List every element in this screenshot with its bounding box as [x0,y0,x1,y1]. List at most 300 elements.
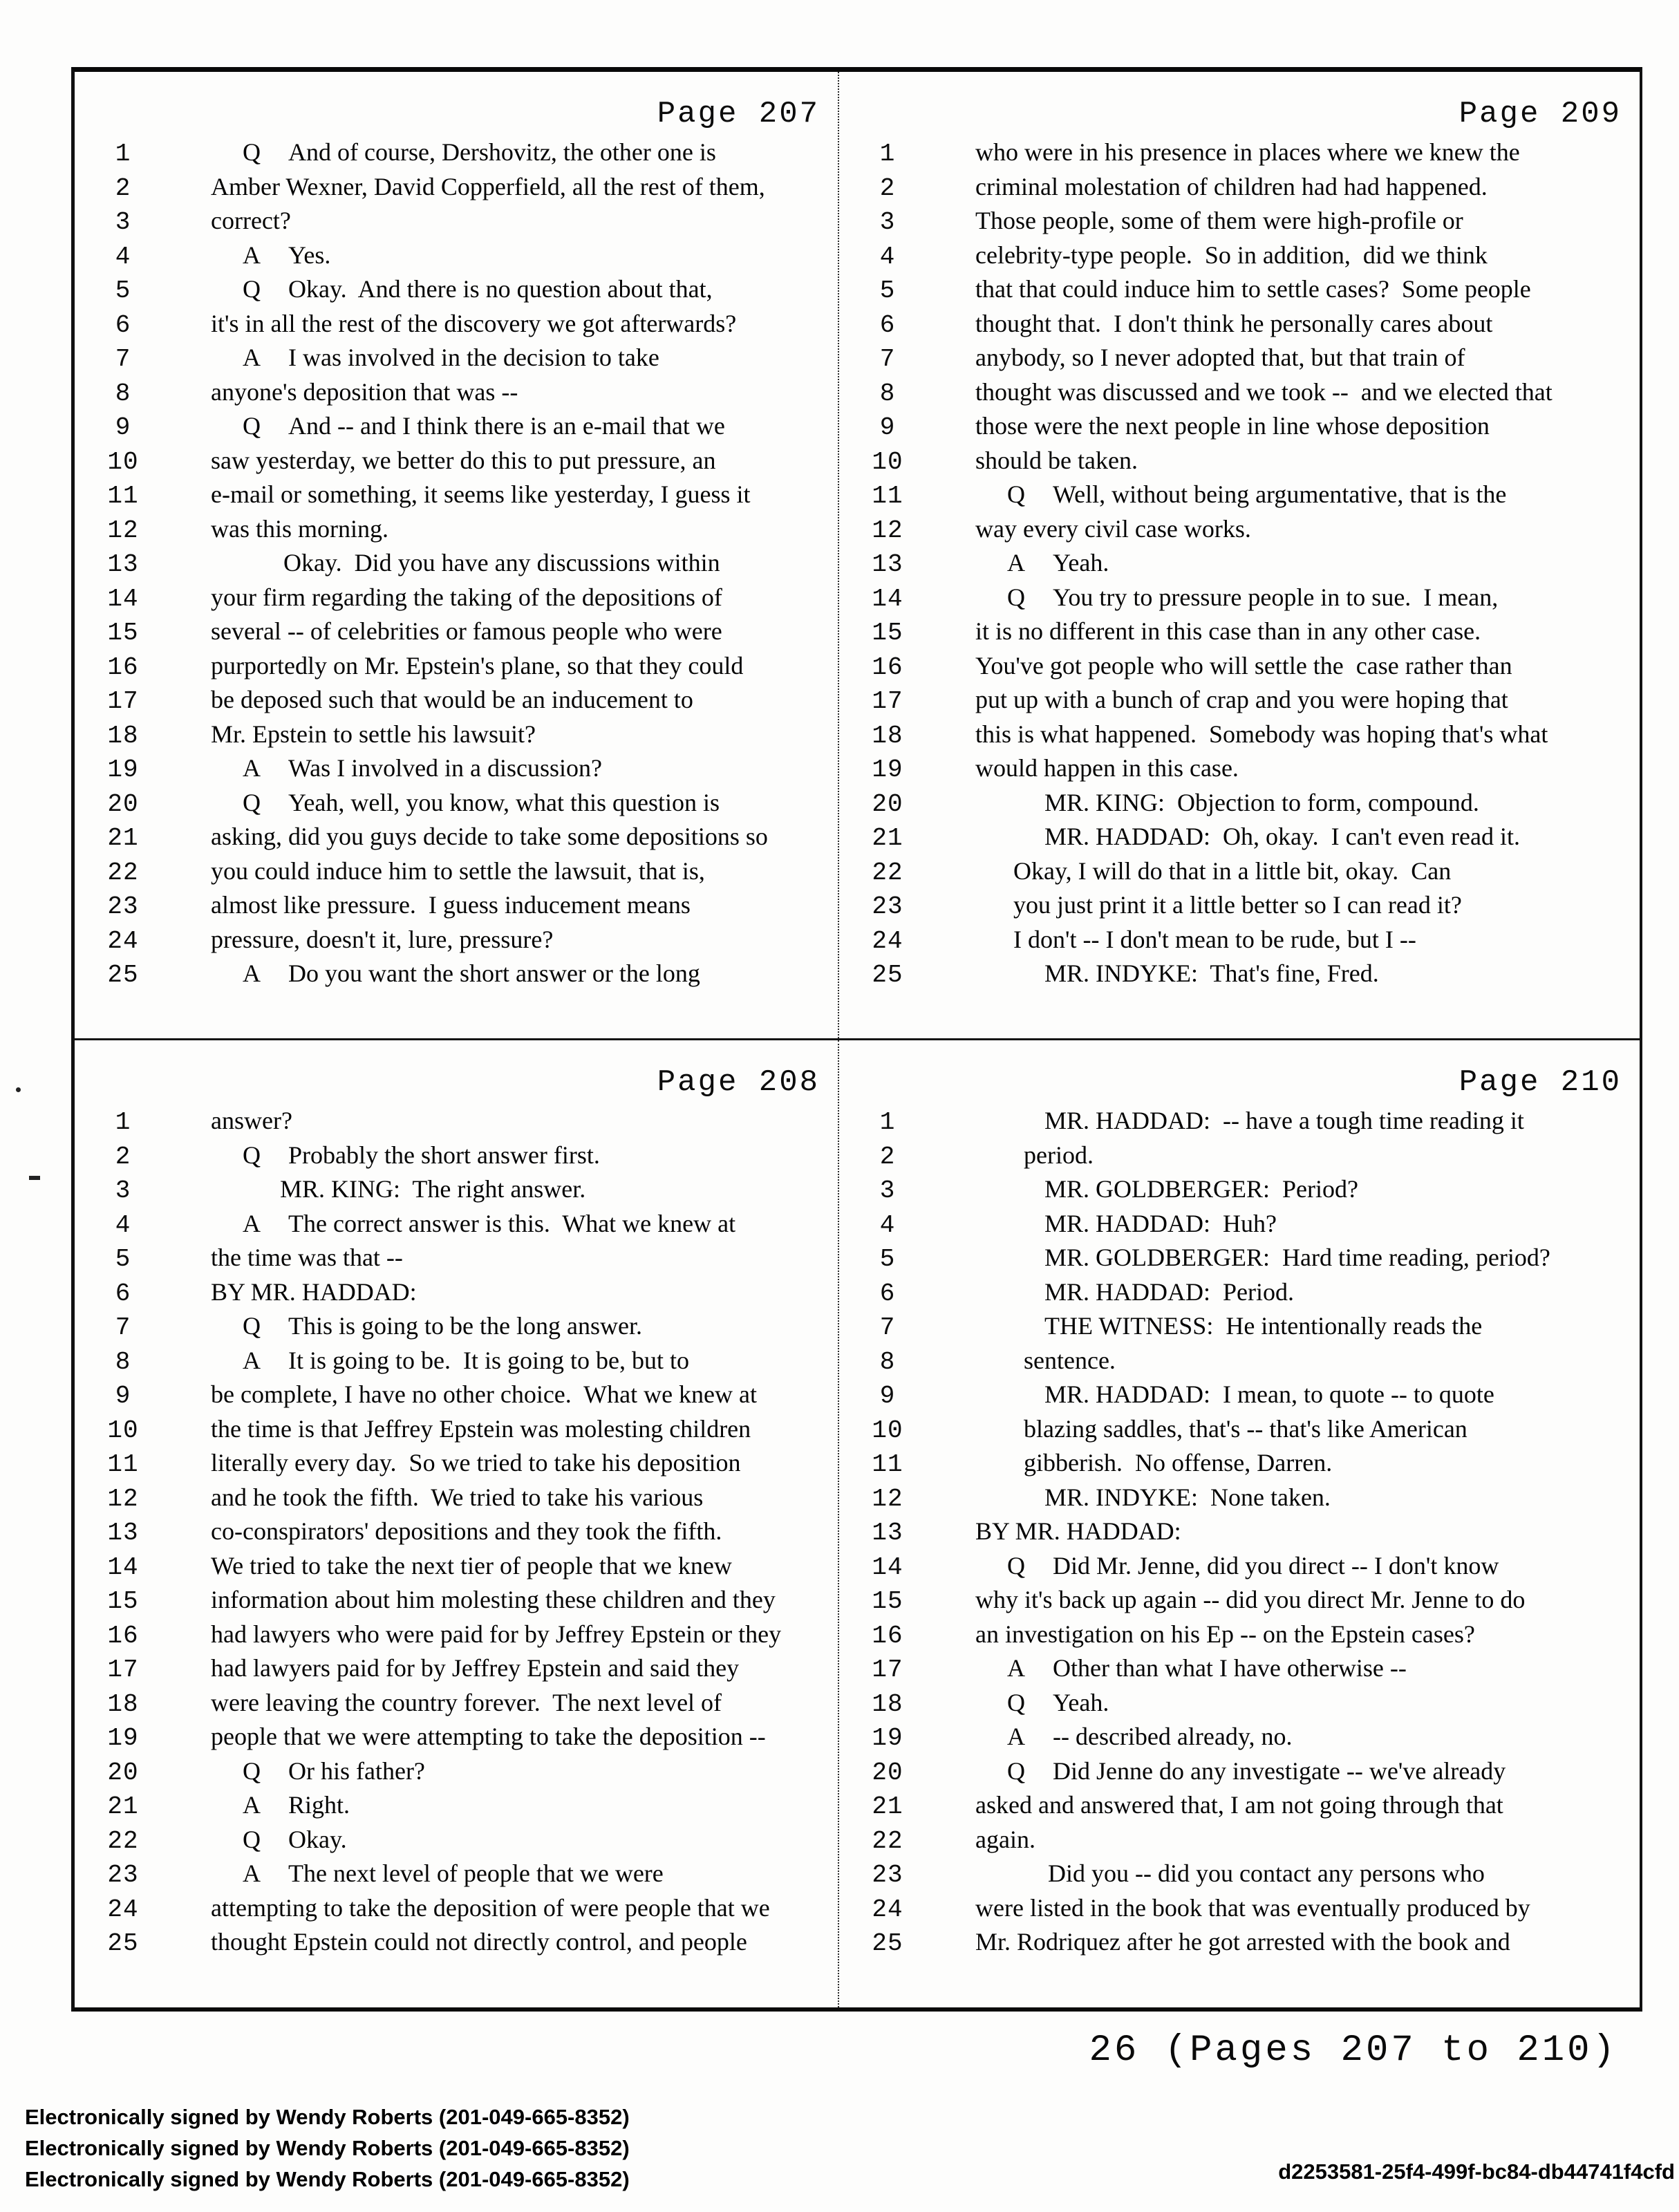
transcript-line [75,1549,838,1584]
line-body [211,1891,770,1926]
line-body [975,1446,1332,1481]
line-number: 16 [107,1621,139,1650]
line-number: 16 [872,1621,903,1650]
transcript-line [839,1344,1640,1378]
line-body [975,204,1463,238]
transcript-line [839,1754,1640,1789]
line-text: should be taken. [975,446,1138,474]
line-number: 13 [107,550,139,579]
document-id: d2253581-25f4-499f-bc84-db44741f4cfd [1278,2159,1675,2184]
line-text: period. [1024,1141,1094,1169]
qa-label: Q [1007,1688,1025,1716]
transcript-line [75,1241,838,1275]
line-number: 15 [107,619,139,647]
transcript-line [75,923,838,957]
line-number: 21 [872,1792,903,1821]
transcript-lines [75,1104,838,1960]
line-text: Yeah, well, you know, what this question is [288,788,720,816]
line-text: way every civil case works. [975,514,1251,543]
line-text: several -- of celebrities or famous people who were [211,617,722,645]
line-number: 9 [879,413,896,442]
line-body [975,1138,1094,1173]
line-number: 12 [107,516,139,545]
transcript-line [839,718,1640,752]
line-text: I don't -- I don't mean to be rude, but I -- [1013,925,1416,953]
line-number: 7 [879,345,896,373]
line-number: 6 [879,310,896,339]
line-number: 14 [107,1553,139,1582]
line-text: be complete, I have no other choice. What we knew at [211,1380,758,1408]
line-text: information about him molesting these children and they [211,1586,776,1613]
transcript-line [839,1788,1640,1823]
line-body [975,1720,1293,1754]
line-body [975,1618,1475,1652]
line-number: 16 [872,653,903,682]
line-text: the time is that Jeffrey Epstein was molesting children [211,1414,751,1443]
line-body [975,1891,1530,1926]
signature-line: Electronically signed by Wendy Roberts (201-049-665-8352) [25,2105,630,2129]
line-body [211,957,700,991]
line-text: purportedly on Mr. Epstein's plane, so that they could [211,651,744,679]
qa-label: A [243,754,261,782]
line-body [975,1857,1485,1891]
line-text: Okay. [288,1825,347,1853]
line-number: 3 [879,1177,896,1205]
line-number: 17 [872,687,903,715]
qa-label: A [243,1791,261,1819]
transcript-line [839,615,1640,649]
line-number: 21 [107,1792,139,1821]
transcript-line [75,1823,838,1857]
line-number: 15 [872,619,903,647]
line-text: an investigation on his Ep -- on the Epstein cases? [975,1620,1475,1648]
transcript-line [75,409,838,444]
transcript-line [75,1446,838,1481]
line-text: why it's back up again -- did you direct Mr. Jenne to do [975,1586,1526,1613]
line-body [975,1515,1181,1549]
line-number: 2 [879,1142,896,1171]
line-text: gibberish. No offense, Darren. [1024,1449,1333,1477]
line-text: Amber Wexner, David Copperfield, all the rest of them, [211,172,765,200]
line-text: Or his father? [288,1756,425,1785]
line-body [211,512,388,547]
line-body [211,649,743,684]
line-body [975,854,1451,889]
transcript-line [75,820,838,854]
transcript-line [839,1686,1640,1721]
line-text: Yeah. [1053,549,1109,577]
line-text: criminal molestation of children had had happened. [975,172,1488,200]
page-header: Page 207 [657,97,820,131]
transcript-line [75,307,838,341]
transcript-line [839,923,1640,957]
line-body [211,1344,689,1378]
line-body [211,1378,757,1412]
qa-label: Q [243,1756,261,1785]
line-body [975,409,1490,444]
line-number: 21 [872,824,903,852]
line-body [975,1651,1407,1686]
transcript-line [75,478,838,512]
line-number: 15 [872,1587,903,1615]
line-number: 21 [107,824,139,852]
line-number: 8 [879,379,896,408]
transcript-line [75,444,838,478]
transcript-line [839,957,1640,991]
transcript-line [75,375,838,410]
line-body [211,1857,664,1891]
transcript-line [839,444,1640,478]
line-text: were leaving the country forever. The next level of [211,1688,722,1716]
line-text: who were in his presence in places where we knew the [975,138,1520,166]
line-number: 10 [872,447,903,476]
transcript-line [75,1344,838,1378]
line-number: 3 [879,208,896,236]
line-text: Those people, some of them were high-profile or [975,207,1463,234]
line-text: pressure, doesn't it, lure, pressure? [211,925,554,953]
panel-page-207 [75,72,839,1038]
transcript-line [839,820,1640,854]
line-number: 5 [879,1245,896,1273]
transcript-line [75,512,838,547]
line-body [975,957,1379,991]
line-body [211,1788,350,1823]
line-body [975,923,1416,957]
line-number: 22 [107,1826,139,1855]
line-body [975,1754,1506,1789]
line-number: 12 [107,1484,139,1513]
line-number: 23 [872,1861,903,1889]
line-number: 11 [107,482,139,510]
qa-label: Q [243,1825,261,1853]
transcript-line [839,581,1640,615]
transcript-line [75,957,838,991]
line-number: 3 [115,1177,131,1205]
line-number: 18 [872,1689,903,1718]
line-text: Other than what I have otherwise -- [1053,1654,1407,1682]
line-number: 25 [107,961,139,989]
line-text: your firm regarding the taking of the depositions of [211,583,722,611]
line-body [975,786,1479,821]
panel-page-210 [839,1040,1640,2007]
transcript-line [839,1446,1640,1481]
transcript-line [75,1618,838,1652]
line-number: 24 [107,926,139,955]
line-body [211,1686,722,1721]
line-text: Yeah. [1053,1688,1109,1716]
line-text: MR. HADDAD: Huh? [1044,1209,1277,1237]
line-body [211,1651,739,1686]
line-text: it is no different in this case than in any other case. [975,617,1481,645]
line-number: 25 [872,1929,903,1958]
line-text: blazing saddles, that's -- that's like American [1024,1414,1467,1443]
line-text: thought that. I don't think he personally cares about [975,309,1493,337]
line-body [975,512,1251,547]
line-number: 22 [872,858,903,887]
transcript-line [839,1583,1640,1618]
transcript-line [839,546,1640,581]
line-number: 20 [872,1758,903,1787]
line-text: Okay. Did you have any discussions within [283,549,720,577]
transcript-line [75,581,838,615]
qa-label: A [243,344,261,371]
line-number: 9 [115,413,131,442]
line-body [975,1549,1499,1584]
transcript-lines [75,135,838,991]
transcript-line [75,1309,838,1344]
line-text: It is going to be. It is going to be, but to [288,1346,689,1374]
line-number: 4 [115,1210,131,1239]
line-text: were listed in the book that was eventually produced by [975,1893,1530,1922]
line-text: THE WITNESS: He intentionally reads the [1044,1312,1483,1340]
qa-label: A [243,959,261,987]
line-text: MR. KING: The right answer. [280,1175,586,1203]
line-number: 20 [872,789,903,818]
line-number: 14 [872,584,903,613]
transcript-line [75,1378,838,1412]
line-number: 14 [107,584,139,613]
line-text: You've got people who will settle the case rather than [975,651,1512,679]
line-body [211,1446,740,1481]
transcript-line [839,1378,1640,1412]
line-text: saw yesterday, we better do this to put pressure, an [211,446,716,474]
line-text: MR. HADDAD: -- have a tough time reading it [1044,1107,1524,1134]
line-number: 13 [107,1519,139,1547]
signature-block [25,2101,630,2195]
qa-label: Q [1007,480,1025,508]
line-body [975,1686,1109,1721]
transcript-line [839,1138,1640,1173]
line-number: 2 [879,174,896,203]
transcript-line [839,1891,1640,1926]
transcript-line [75,1720,838,1754]
line-body [975,718,1548,752]
line-body [975,1481,1331,1515]
transcript-line [839,1651,1640,1686]
transcript-line [839,1515,1640,1549]
transcript-line [839,409,1640,444]
signature-line: Electronically signed by Wendy Roberts (201-049-665-8352) [25,2167,630,2191]
line-body [211,409,725,444]
line-number: 17 [107,1656,139,1684]
transcript-line [839,751,1640,786]
transcript-line [75,170,838,205]
line-number: 20 [107,789,139,818]
line-number: 12 [872,516,903,545]
transcript-line [75,1275,838,1310]
line-body [211,135,716,170]
transcript-line [839,238,1640,273]
line-number: 4 [115,242,131,271]
line-body [975,888,1462,923]
qa-label: A [243,1859,261,1887]
line-number: 4 [879,1210,896,1239]
transcript-line [839,1275,1640,1310]
transcript-line [839,888,1640,923]
line-body [975,1412,1467,1447]
line-text: sentence. [1024,1346,1116,1374]
line-body [211,444,715,478]
line-number: 16 [107,653,139,682]
line-body [211,272,713,307]
line-number: 8 [115,379,131,408]
qa-label: A [243,1346,261,1374]
qa-label: Q [1007,583,1025,611]
transcript-line [839,854,1640,889]
scan-artifact [16,1087,21,1092]
transcript-line [839,1823,1640,1857]
line-text: asking, did you guys decide to take some depositions so [211,823,768,850]
line-body [211,1481,703,1515]
line-body [211,786,720,821]
line-text: The correct answer is this. What we knew at [288,1209,736,1237]
line-body [211,1549,732,1584]
line-number: 25 [107,1929,139,1958]
line-number: 3 [115,208,131,236]
line-text: would happen in this case. [975,754,1239,782]
line-body [975,1823,1035,1857]
line-number: 19 [107,756,139,784]
line-number: 8 [879,1347,896,1376]
transcript-line [839,478,1640,512]
line-text: Did Jenne do any investigate -- we've already [1053,1756,1506,1785]
transcript-line [839,1172,1640,1207]
line-text: Mr. Epstein to settle his lawsuit? [211,720,536,748]
page-header: Page 210 [1458,1065,1622,1100]
line-body [211,170,765,205]
line-number: 5 [115,1245,131,1273]
line-body [211,1412,751,1447]
line-body [211,1104,292,1138]
line-number: 19 [107,1724,139,1752]
transcript-line [839,683,1640,718]
line-body [975,1309,1482,1344]
transcript-line [75,1515,838,1549]
line-number: 2 [115,174,131,203]
transcript-line [75,854,838,889]
line-number: 1 [879,1108,896,1136]
line-body [211,204,291,238]
line-text: had lawyers who were paid for by Jeffrey Epstein or they [211,1620,782,1648]
transcript-line [75,1583,838,1618]
footer-page-range: 26 (Pages 207 to 210) [1089,2030,1617,2072]
qa-label: Q [243,138,261,166]
line-body [975,1275,1294,1310]
transcript-line [839,1618,1640,1652]
transcript-line [75,546,838,581]
line-text: asked and answered that, I am not going through that [975,1791,1503,1819]
line-body [975,751,1239,786]
transcript-line [839,1720,1640,1754]
line-body [975,135,1520,170]
line-text: this is what happened. Somebody was hoping that's what [975,720,1548,748]
qa-label: A [1007,1654,1025,1682]
line-number: 1 [115,140,131,168]
line-body [975,1788,1503,1823]
line-text: This is going to be the long answer. [288,1312,642,1340]
line-text: MR. HADDAD: I mean, to quote -- to quote [1044,1380,1494,1408]
line-number: 19 [872,1724,903,1752]
transcript-line [75,1891,838,1926]
panel-page-208 [75,1040,839,2007]
line-number: 24 [107,1895,139,1924]
line-text: BY MR. HADDAD: [211,1277,417,1306]
transcript-line [75,1686,838,1721]
transcript-line [75,1172,838,1207]
transcript-line [839,307,1640,341]
line-text: Okay. And there is no question about that, [288,275,713,303]
line-body [211,1138,600,1173]
line-body [975,341,1465,375]
line-body [975,1241,1550,1275]
transcript-line [75,1412,838,1447]
line-number: 6 [115,310,131,339]
transcript-lines [839,1104,1640,1960]
line-body [211,615,722,649]
line-text: you could induce him to settle the lawsuit, that is, [211,856,705,885]
line-number: 7 [879,1313,896,1342]
line-number: 25 [872,961,903,989]
line-number: 23 [107,892,139,921]
line-body [211,546,720,581]
line-number: 6 [115,1279,131,1308]
line-text: answer? [211,1107,292,1134]
transcript-line [839,1925,1640,1960]
line-number: 23 [872,892,903,921]
line-text: MR. GOLDBERGER: Hard time reading, period? [1044,1244,1550,1271]
qa-label: Q [243,788,261,816]
line-text: MR. INDYKE: That's fine, Fred. [1044,959,1379,987]
qa-label: A [1007,549,1025,577]
line-number: 13 [872,1519,903,1547]
line-body [211,307,736,341]
line-body [975,1344,1116,1378]
line-text: You try to pressure people in to sue. I mean, [1053,583,1499,611]
line-text: put up with a bunch of crap and you were hoping that [975,686,1508,713]
transcript-line [75,615,838,649]
transcript-line [839,341,1640,375]
line-text: be deposed such that would be an inducement to [211,686,693,713]
line-text: celebrity-type people. So in addition, did we think [975,241,1488,269]
line-body [975,615,1481,649]
line-number: 15 [107,1587,139,1615]
line-number: 10 [107,1416,139,1445]
transcript-line [75,204,838,238]
line-number: 4 [879,242,896,271]
line-text: Was I involved in a discussion? [288,754,603,782]
transcript-line [75,1788,838,1823]
line-text: MR. GOLDBERGER: Period? [1044,1175,1358,1203]
line-body [211,1241,403,1275]
line-number: 18 [107,1689,139,1718]
line-text: and he took the fifth. We tried to take his various [211,1483,704,1511]
line-text: anyone's deposition that was -- [211,377,518,406]
line-number: 6 [879,1279,896,1308]
qa-label: A [243,1209,261,1237]
line-body [211,375,518,410]
transcript-line [839,1104,1640,1138]
line-number: 20 [107,1758,139,1787]
line-body [975,820,1520,854]
line-body [975,1925,1510,1960]
line-body [975,1172,1358,1207]
page-header: Page 208 [657,1065,820,1100]
transcript-line [839,1412,1640,1447]
line-text: MR. HADDAD: Period. [1044,1277,1295,1306]
line-text: -- described already, no. [1053,1723,1293,1750]
line-text: MR. KING: Objection to form, compound. [1044,788,1479,816]
line-body [211,1618,781,1652]
